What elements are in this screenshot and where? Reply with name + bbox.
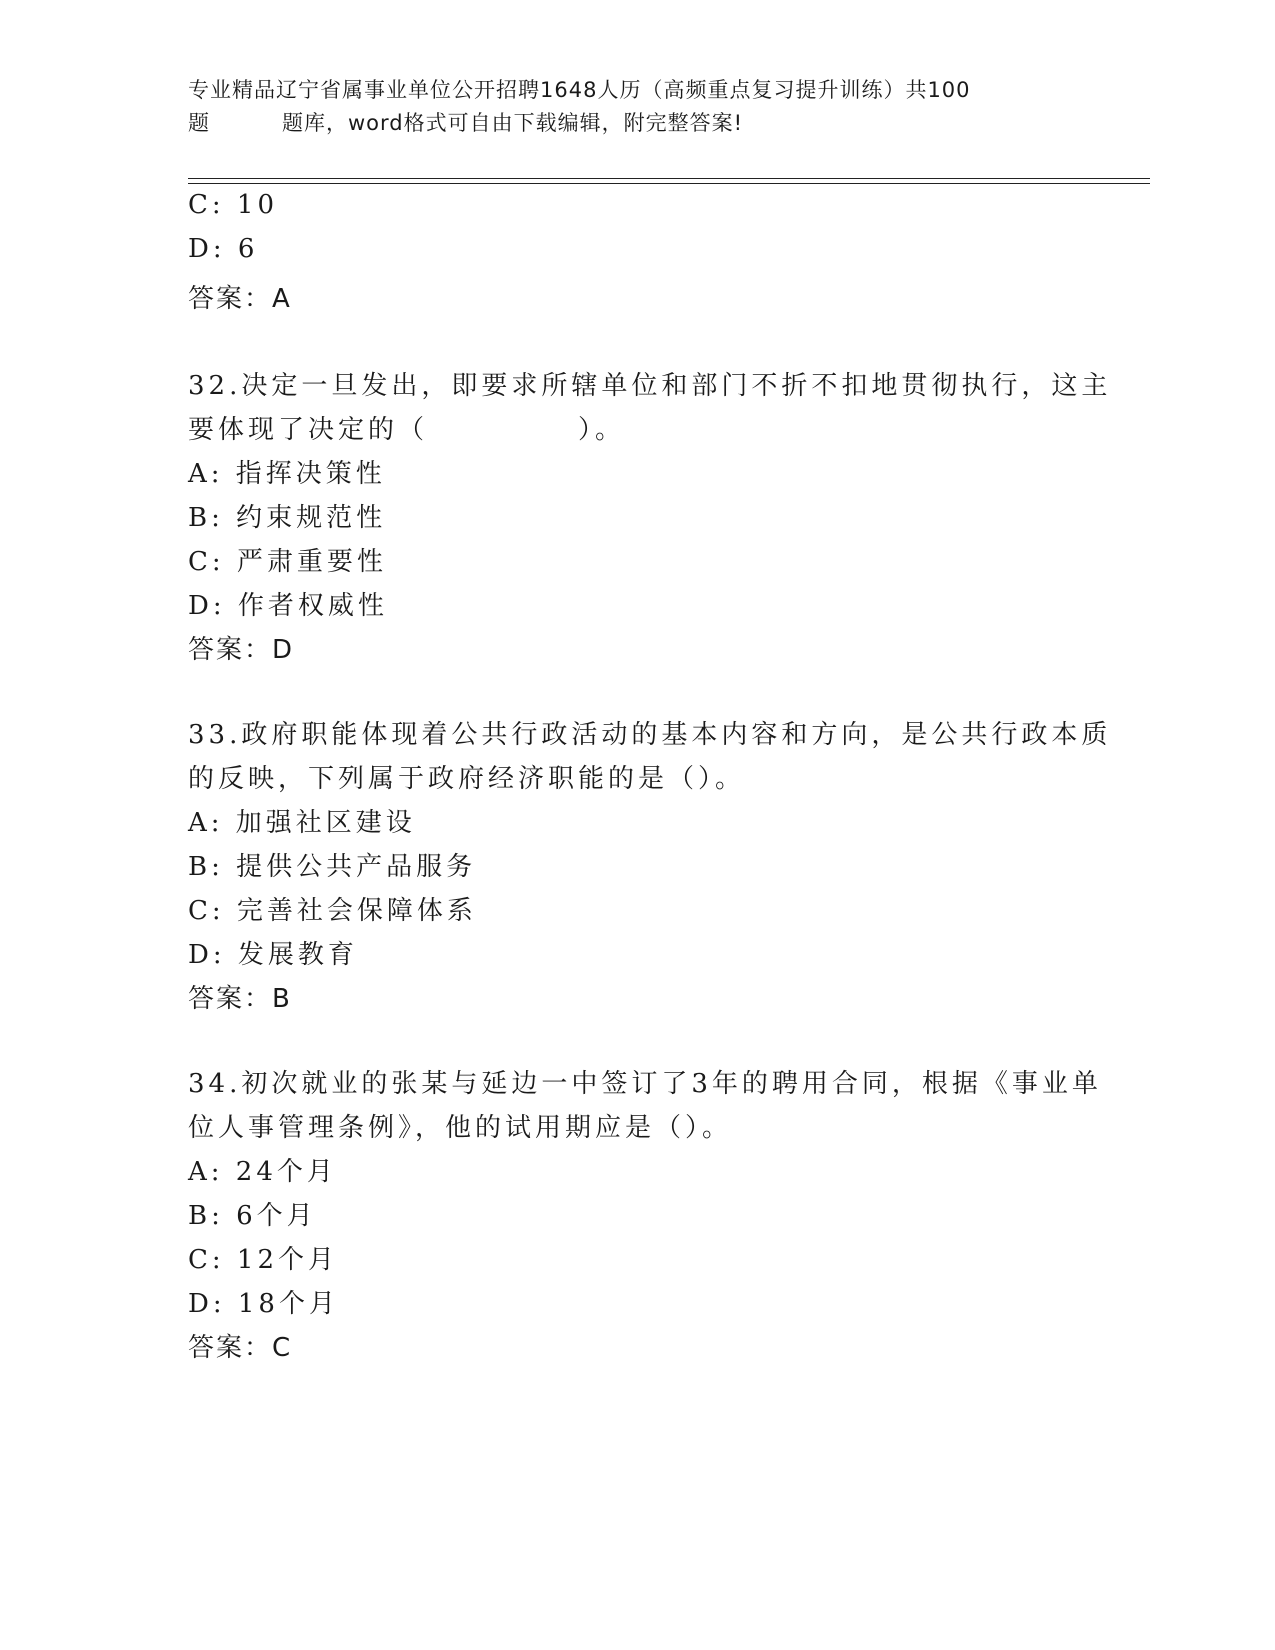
prev-option-d: D: 6 [188,234,259,264]
q33-option-b: B: 提供公共产品服务 [188,852,477,882]
q34-option-d: D: 18个月 [188,1289,339,1319]
header-title-line2-rest: 题库，word格式可自由下载编辑，附完整答案! [282,111,744,135]
prev-answer: 答案：A [188,284,292,314]
q34-stem-line1: 34.初次就业的张某与延边一中签订了3年的聘用合同，根据《事业单 [188,1069,1102,1099]
q33-answer: 答案：B [188,984,292,1014]
q34-option-b: B: 6个月 [188,1201,317,1231]
prev-option-c: C: 10 [188,190,279,220]
header-divider-top [188,178,1150,179]
q33-option-a: A: 加强社区建设 [188,808,416,838]
q32-option-a: A: 指挥决策性 [188,459,386,489]
q32-stem-line1: 32.决定一旦发出，即要求所辖单位和部门不折不扣地贯彻执行，这主 [188,371,1112,401]
q33-option-c: C: 完善社会保障体系 [188,896,477,926]
q32-answer: 答案：D [188,635,295,665]
q32-option-c: C: 严肃重要性 [188,547,387,577]
q32-option-b: B: 约束规范性 [188,503,387,533]
header-title-line2 [188,107,1088,140]
q34-answer: 答案：C [188,1333,293,1363]
q33-stem-line2: 的反映，下列属于政府经济职能的是（）。 [188,764,746,794]
header-title-line2-start: 题 [188,111,210,135]
q34-stem-line2: 位人事管理条例》，他的试用期应是（）。 [188,1113,733,1143]
q32-stem-line2: 要体现了决定的（ ）。 [188,415,626,445]
q33-stem-line1: 33.政府职能体现着公共行政活动的基本内容和方向，是公共行政本质 [188,720,1112,750]
q34-option-a: A: 24个月 [188,1157,337,1187]
header-title-line1: 专业精品辽宁省属事业单位公开招聘1648人历（高频重点复习提升训练）共100 [188,78,971,102]
q32-option-d: D: 作者权威性 [188,591,388,621]
header-divider-bottom [188,183,1150,184]
q34-option-c: C: 12个月 [188,1245,339,1275]
document-header [188,74,1088,140]
q33-option-d: D: 发展教育 [188,940,358,970]
